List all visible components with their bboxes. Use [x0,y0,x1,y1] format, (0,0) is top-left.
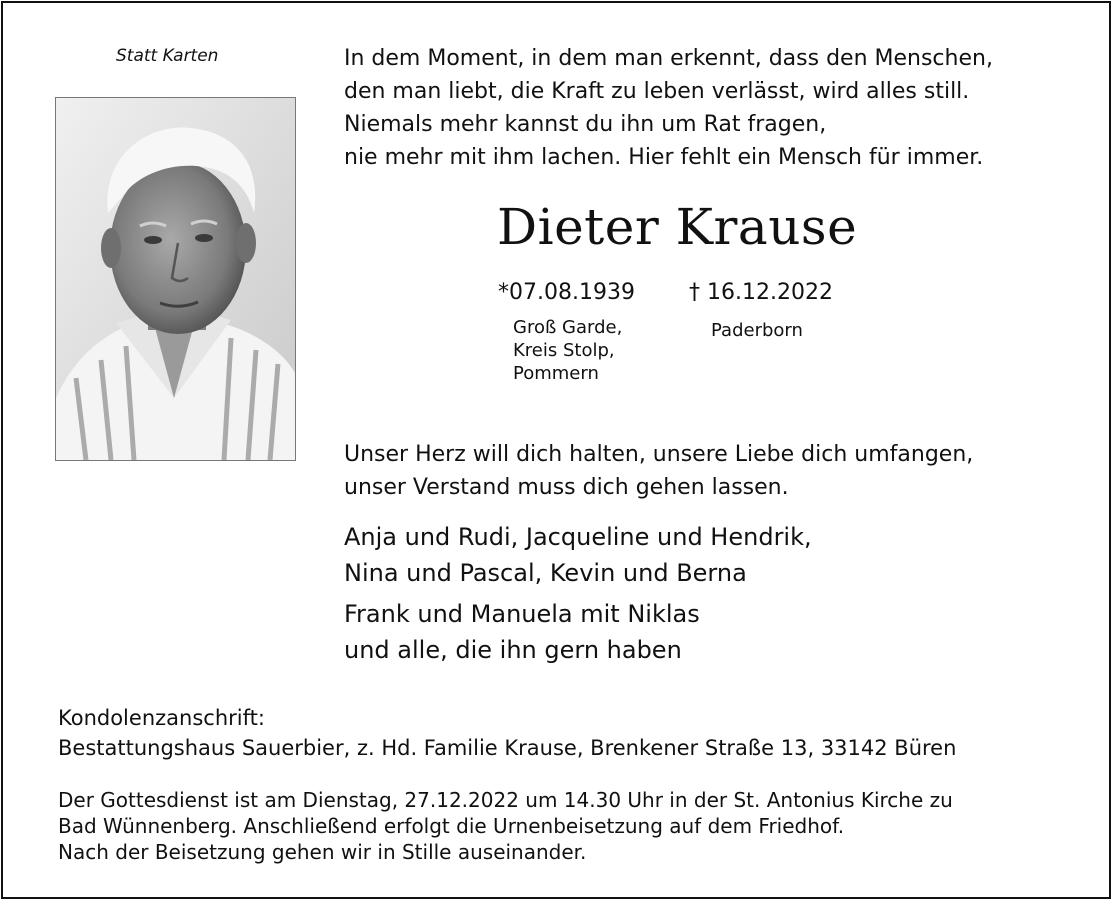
deceased-name: Dieter Krause [497,198,858,256]
death-date-line [689,280,833,305]
quote-line: Niemals mehr kannst du ihn um Rat fragen, [344,112,827,137]
mourners-line: Nina und Pascal, Kevin und Berna [344,559,747,587]
birthplace [513,316,622,385]
portrait-image [56,98,295,460]
quote-line: In dem Moment, in dem man erkennt, dass den Menschen, [344,46,993,71]
opening-quote [344,42,993,174]
death-date: 16.12.2022 [707,280,833,305]
service-line: Bad Wünnenberg. Anschließend erfolgt die Urnenbeisetzung auf dem Friedhof. [58,814,845,838]
verse-line: Unser Herz will dich halten, unsere Liebe dich umfangen, [344,442,974,467]
service-line: Nach der Beisetzung gehen wir in Stille auseinander. [58,840,587,864]
verse [344,438,973,504]
birthplace-line: Groß Garde, [513,317,623,338]
birthplace-line: Pommern [513,363,599,384]
cross-icon: † [689,280,700,305]
condolence-address: Bestattungshaus Sauerbier, z. Hd. Familie Krause, Brenkener Straße 13, 33142 Büren [58,736,957,760]
birth-date: *07.08.1939 [498,280,635,305]
condolence-label: Kondolenzanschrift: [58,706,265,730]
statt-karten-label: Statt Karten [116,46,219,66]
mourners-line: Frank und Manuela mit Niklas [344,600,700,628]
birthplace-line: Kreis Stolp, [513,340,615,361]
quote-line: nie mehr mit ihm lachen. Hier fehlt ein Mensch für immer. [344,145,984,170]
service-line: Der Gottesdienst ist am Dienstag, 27.12.2022 um 14.30 Uhr in der St. Antonius Kirche zu [58,788,953,812]
mourners-line: und alle, die ihn gern haben [344,636,682,664]
deathplace: Paderborn [711,320,803,341]
mourners-group-1 [344,519,812,591]
portrait-photo [55,97,296,461]
verse-line: unser Verstand muss dich gehen lassen. [344,475,789,500]
mourners-group-2 [344,596,700,668]
mourners-line: Anja und Rudi, Jacqueline und Hendrik, [344,523,812,551]
quote-line: den man liebt, die Kraft zu leben verlässt, wird alles still. [344,79,970,104]
service-info [58,787,953,865]
